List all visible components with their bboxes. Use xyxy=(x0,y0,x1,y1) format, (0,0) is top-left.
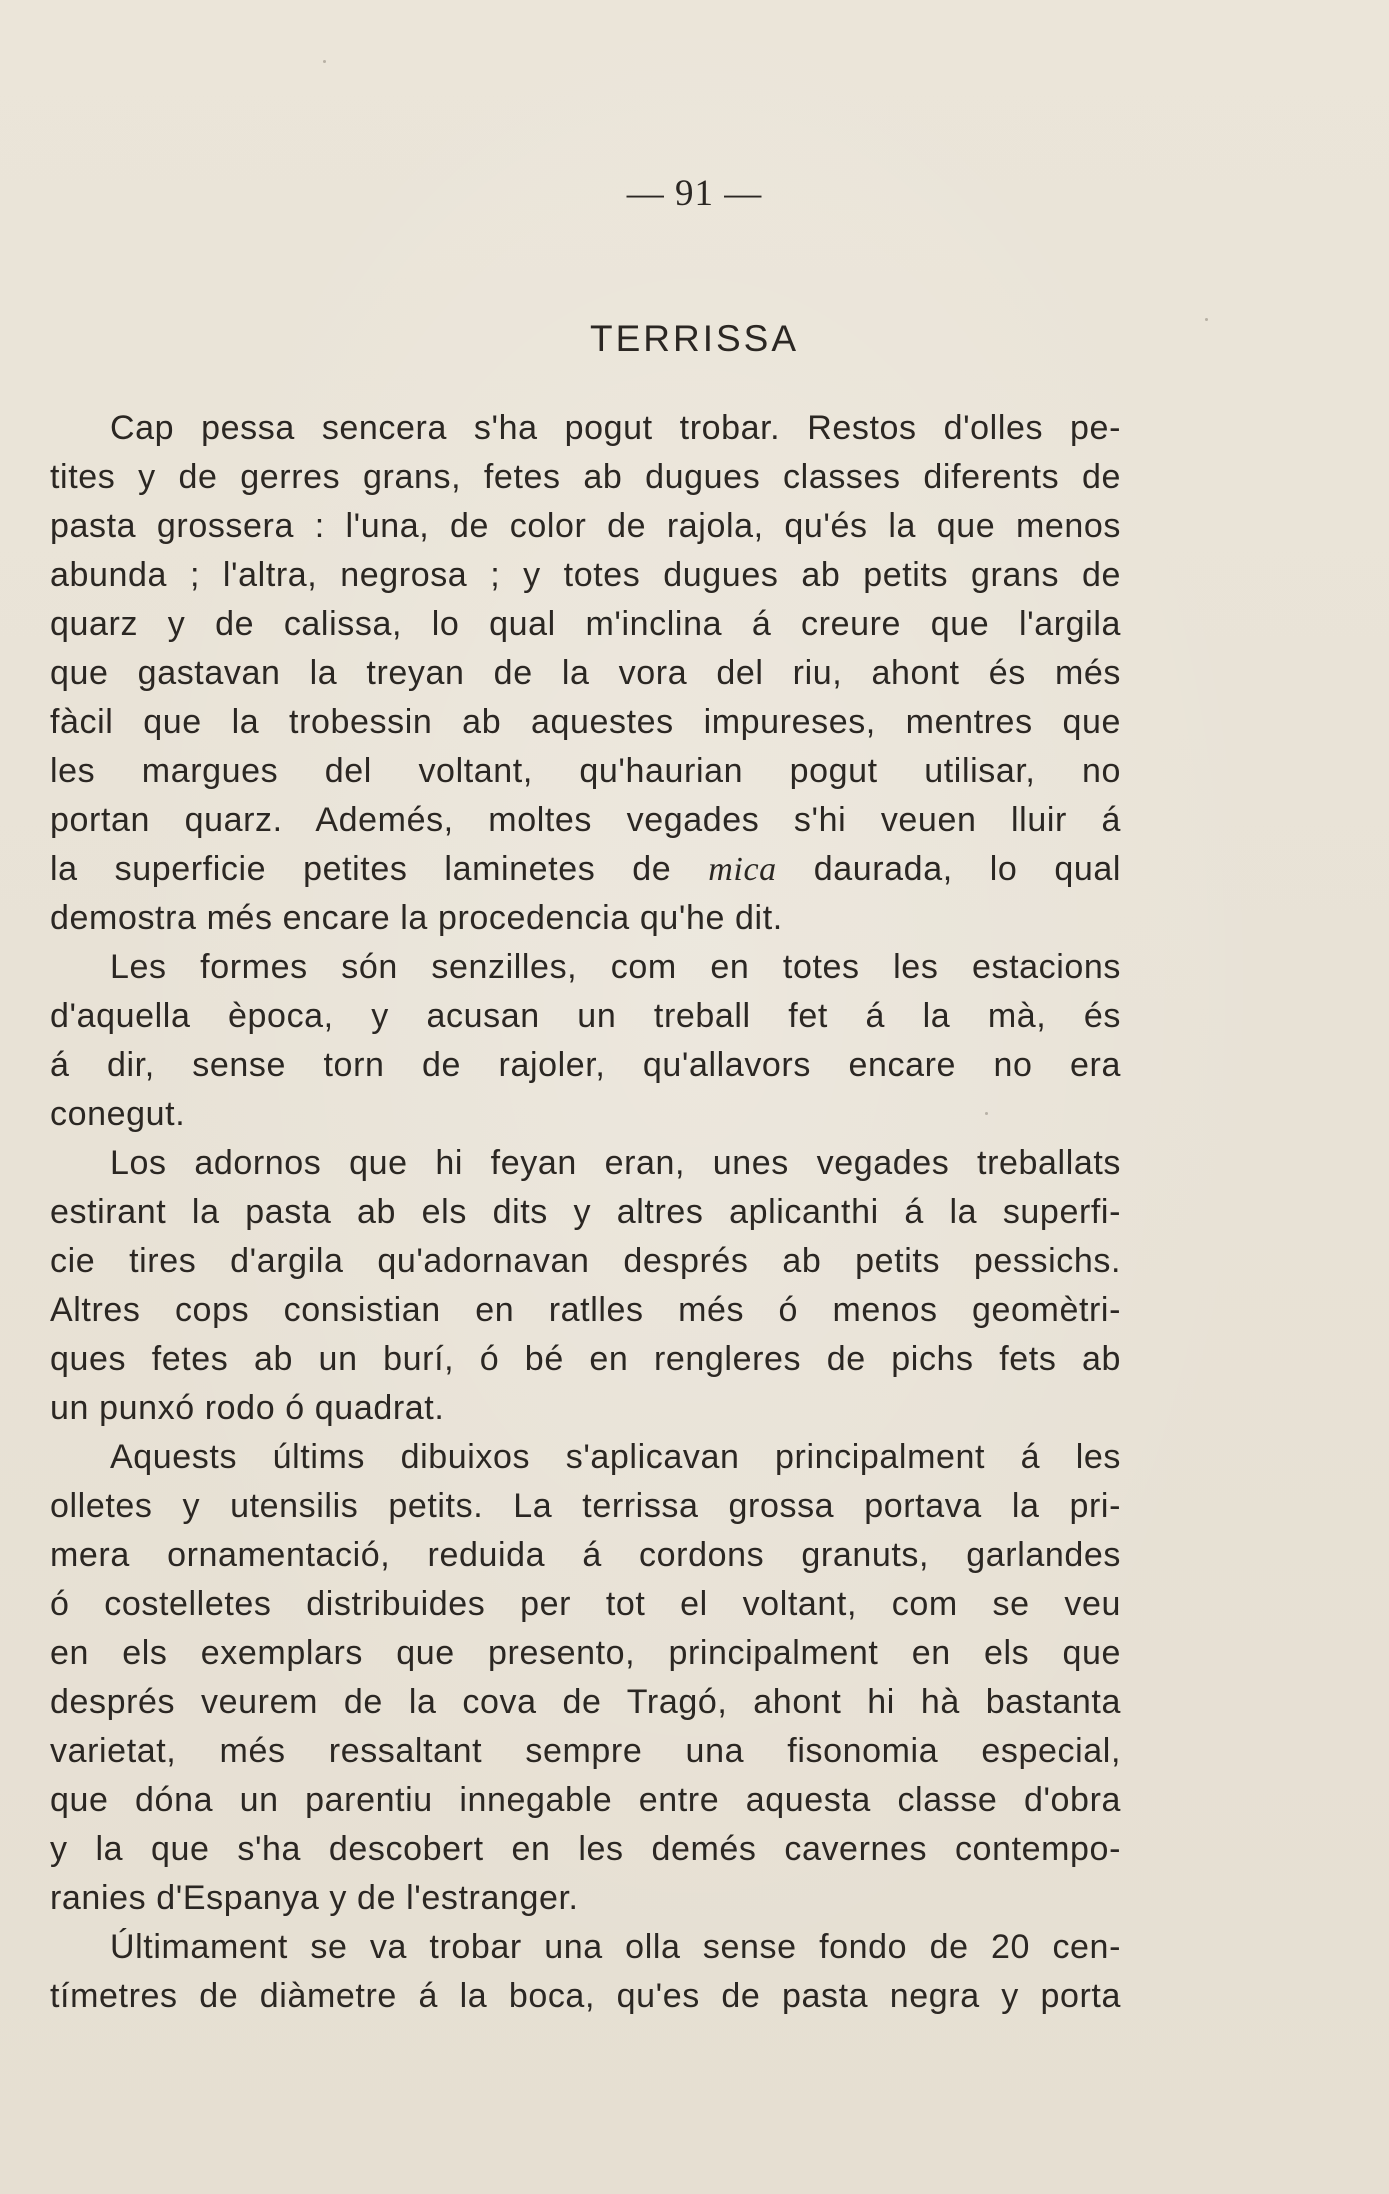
text-fragment: la superficie petites laminetes de xyxy=(50,850,709,888)
text-line: que gastavan la treyan de la vora del riu, ahont és més xyxy=(50,654,1121,692)
text-line: Altres cops consistian en ratlles més ó menos geomètri- xyxy=(50,1291,1121,1329)
paragraph xyxy=(50,943,1121,1139)
text-line: Aquests últims dibuixos s'aplicavan principalment á les xyxy=(110,1438,1121,1476)
text-line: varietat, més ressaltant sempre una fisonomia especial, xyxy=(50,1732,1121,1770)
text-line: en els exemplars que presento, principalment en els que xyxy=(50,1634,1121,1672)
text-line: ó costelletes distribuides per tot el voltant, com se veu xyxy=(50,1585,1121,1623)
text-line: estirant la pasta ab els dits y altres aplicanthi á la superfi- xyxy=(50,1193,1121,1231)
text-line: mera ornamentació, reduida á cordons granuts, garlandes xyxy=(50,1536,1121,1574)
text-line: les margues del voltant, qu'haurian pogut utilisar, no xyxy=(50,752,1121,790)
section-heading: TERRISSA xyxy=(589,318,800,359)
text-line: y la que s'ha descobert en les demés cavernes contempo- xyxy=(50,1830,1121,1868)
text-line: ranies d'Espanya y de l'estranger. xyxy=(50,1879,579,1917)
text-line: ques fetes ab un burí, ó bé en rengleres de pichs fets ab xyxy=(50,1340,1121,1378)
text-line: Les formes són senzilles, com en totes les estacions xyxy=(110,948,1121,986)
paper-speck xyxy=(323,60,326,63)
text-line: pasta grossera : l'una, de color de rajola, qu'és la que menos xyxy=(50,507,1121,545)
text-line: tites y de gerres grans, fetes ab dugues classes diferents de xyxy=(50,458,1121,496)
text-line: Últimament se va trobar una olla sense fondo de 20 cen- xyxy=(110,1928,1121,1966)
page-number: — 91 — xyxy=(626,173,763,214)
text-line: conegut. xyxy=(50,1095,186,1133)
body-text xyxy=(50,404,1121,2021)
text-line: cie tires d'argila qu'adornavan després ab petits pessichs. xyxy=(50,1242,1121,1280)
text-line: olletes y utensilis petits. La terrissa grossa portava la pri- xyxy=(50,1487,1121,1525)
text-line: demostra més encare la procedencia qu'he dit. xyxy=(50,899,783,937)
text-line: á dir, sense torn de rajoler, qu'allavors encare no era xyxy=(50,1046,1121,1084)
paragraph xyxy=(50,1139,1121,1433)
text-line: un punxó rodo ó quadrat. xyxy=(50,1389,445,1427)
italic-word: mica xyxy=(708,851,777,888)
text-line: portan quarz. Ademés, moltes vegades s'hi veuen lluir á xyxy=(50,801,1121,839)
text-line: abunda ; l'altra, negrosa ; y totes dugues ab petits grans de xyxy=(50,556,1121,594)
text-fragment: daurada, lo qual xyxy=(776,850,1121,888)
paragraph xyxy=(50,1923,1121,2021)
paragraph xyxy=(50,1433,1121,1923)
text-line: que dóna un parentiu innegable entre aquesta classe d'obra xyxy=(50,1781,1121,1819)
text-line: després veurem de la cova de Tragó, ahont hi hà bastanta xyxy=(50,1683,1121,1721)
text-line: fàcil que la trobessin ab aquestes impureses, mentres que xyxy=(50,703,1121,741)
text-line: Los adornos que hi feyan eran, unes vegades treballats xyxy=(110,1144,1121,1182)
text-line: d'aquella època, y acusan un treball fet á la mà, és xyxy=(50,997,1121,1035)
paragraph xyxy=(50,404,1121,943)
text-line-with-italic xyxy=(50,845,1121,894)
text-line: tímetres de diàmetre á la boca, qu'es de pasta negra y porta xyxy=(50,1977,1121,2015)
text-line: quarz y de calissa, lo qual m'inclina á creure que l'argila xyxy=(50,605,1121,643)
text-line: Cap pessa sencera s'ha pogut trobar. Restos d'olles pe- xyxy=(110,409,1121,447)
